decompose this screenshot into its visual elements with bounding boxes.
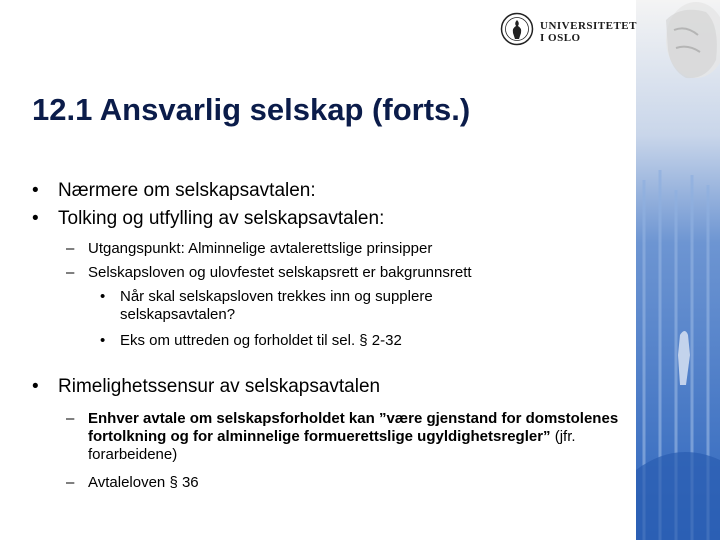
sub-bullet-text: Utgangspunkt: Alminnelige avtalerettslige prinsipper	[88, 240, 433, 257]
bullet-text: Tolking og utfylling av selskapsavtalen:	[58, 208, 385, 229]
sub-bullet-text: Avtaleloven § 36	[88, 474, 199, 491]
bullet-marker: •	[32, 208, 39, 229]
university-name-line2: I OSLO	[540, 32, 581, 44]
university-name-line1: UNIVERSITETET	[540, 20, 637, 32]
bullet-text: Rimelighetssensur av selskapsavtalen	[58, 376, 381, 397]
sub-bullet-3-2	[66, 474, 621, 492]
bullet-marker: •	[32, 376, 39, 397]
dash-marker: –	[66, 474, 75, 491]
bullet-marker: •	[100, 332, 106, 349]
sub-bullet-text: Selskapsloven og ulovfestet selskapsrett er bakgrunnsrett	[88, 264, 472, 281]
bullet-text: Nærmere om selskapsavtalen:	[58, 180, 316, 201]
sub-bullet-text	[88, 410, 621, 464]
bullet-marker: •	[100, 288, 106, 305]
quoted-rule-text: Enhver avtale om selskapsforholdet kan ”være gjenstand for domstolenes fortolkning og for alminnelige formuerettslige ugyldighetsregler”	[88, 410, 619, 445]
reference-text: (jfr. forarbeidene)	[88, 428, 576, 463]
dash-marker: –	[66, 240, 75, 257]
dash-marker: –	[66, 264, 75, 281]
side-decoration	[636, 0, 720, 540]
sub-bullet-2-1	[66, 240, 621, 258]
decorative-artwork	[636, 0, 720, 540]
sub-sub-bullet-a	[100, 288, 520, 324]
sub-sub-bullet-b	[100, 332, 520, 350]
slide-title: 12.1 Ansvarlig selskap (forts.)	[32, 92, 471, 127]
sub-bullet-2-2	[66, 264, 621, 282]
bullet-marker: •	[32, 180, 39, 201]
sub-sub-bullet-text: Når skal selskapsloven trekkes inn og supplere selskapsavtalen?	[120, 288, 433, 323]
sub-bullet-3-1	[66, 410, 621, 464]
dash-marker: –	[66, 410, 75, 427]
sub-sub-bullet-text: Eks om uttreden og forholdet til sel. § 2-32	[120, 332, 402, 349]
